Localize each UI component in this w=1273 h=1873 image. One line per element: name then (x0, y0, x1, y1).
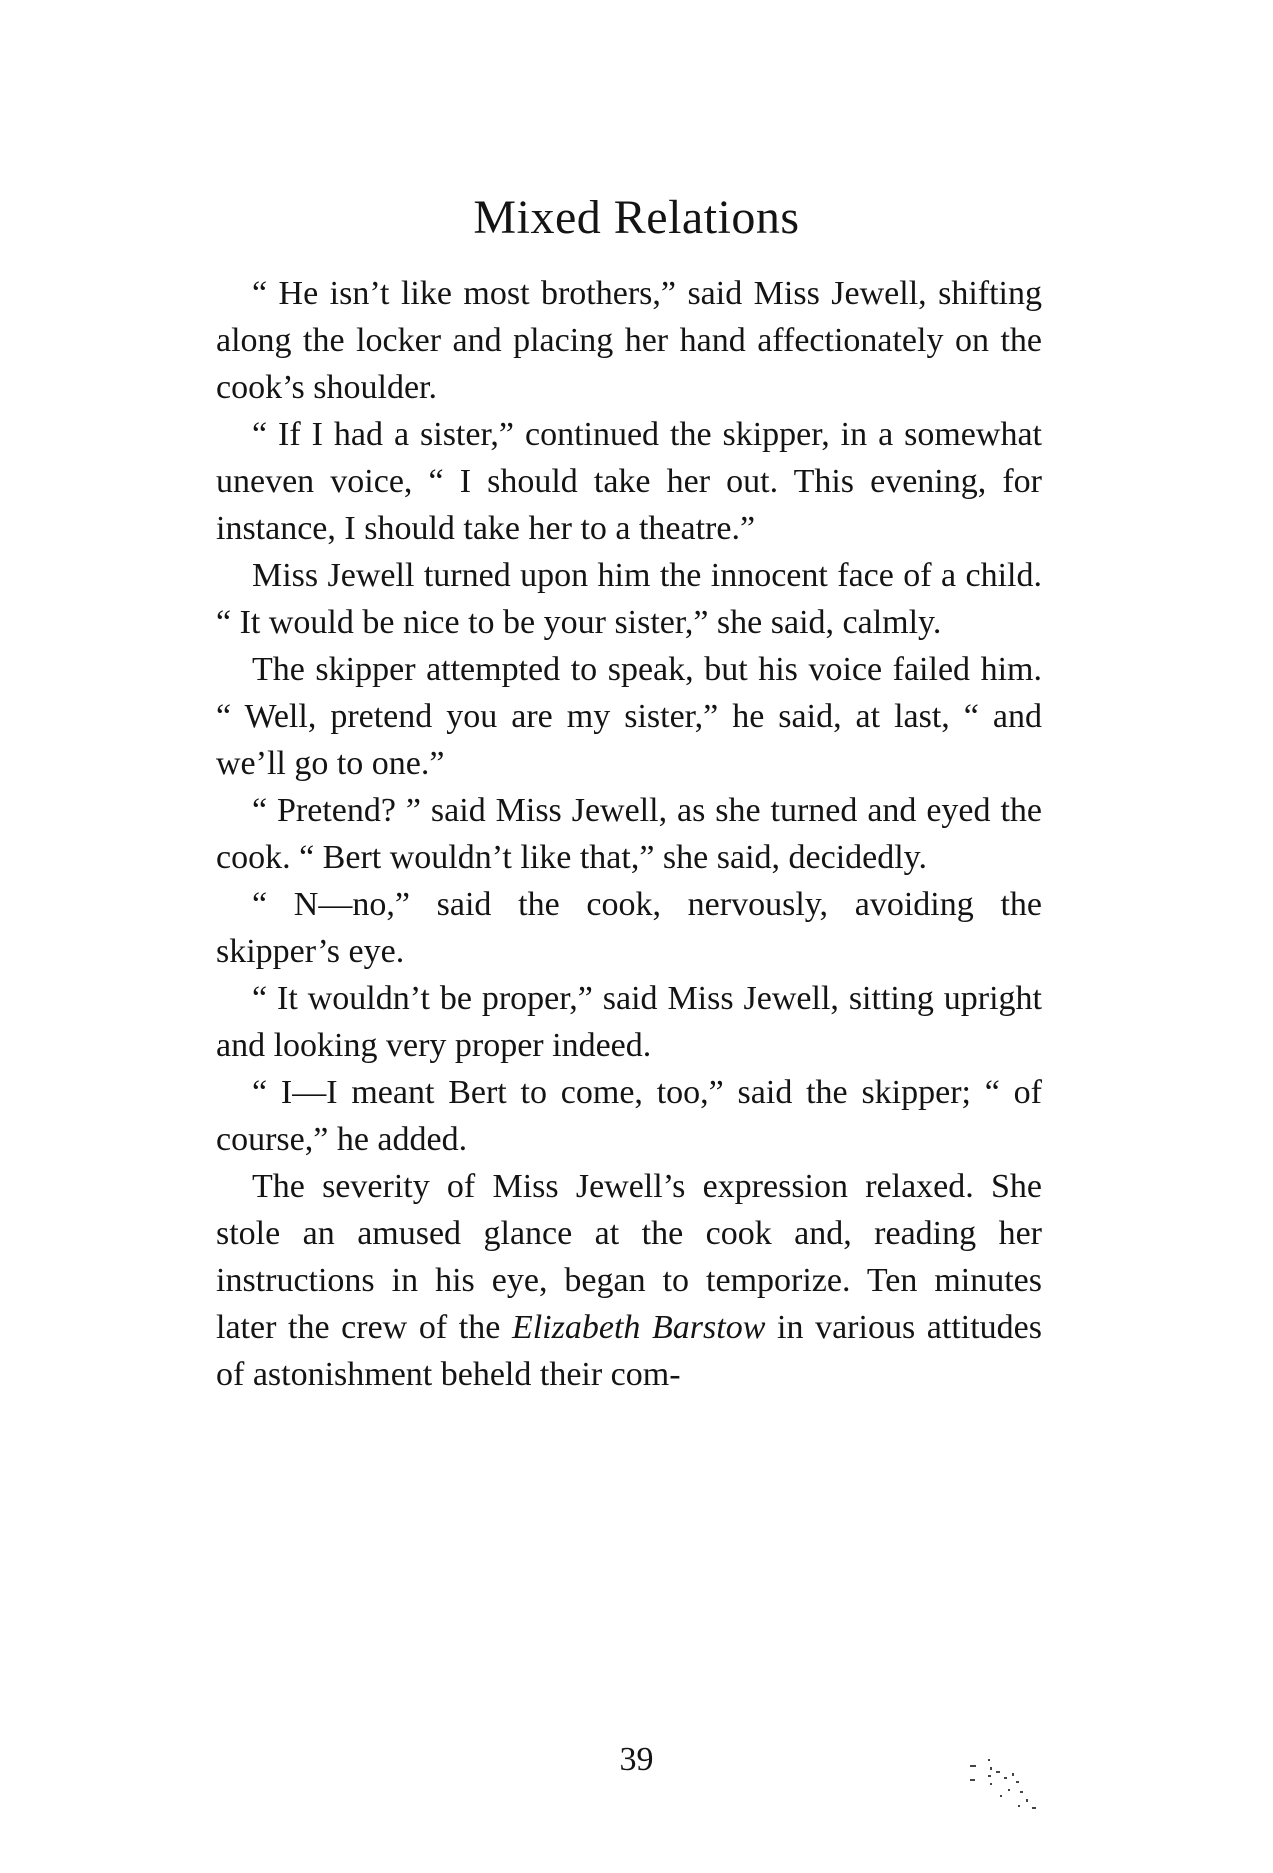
paragraph: “ If I had a sister,” continued the skipper, in a somewhat uneven voice, “ I should take her out. This evening, for instance, I should take her to a theatre.” (216, 416, 1042, 547)
paragraph: Miss Jewell turned upon him the innocent face of a child. “ It would be nice to be your sister,” she said, calmly. (216, 557, 1042, 641)
paragraph-text: The severity of Miss Jewell’s expression relaxed. She stole an amused glance at the cook and, reading her instructions in his eye, began to temporize. Ten minutes later the crew of the (216, 1168, 1042, 1346)
ship-name: Elizabeth Barstow (511, 1309, 766, 1346)
paragraph-text: in various attitudes of astonishment beheld their com- (216, 1309, 1042, 1393)
paragraph: “ It wouldn’t be proper,” said Miss Jewell, sitting upright and looking very proper indeed. (216, 980, 1042, 1064)
print-specks (960, 1755, 1090, 1835)
paragraph: “ I—I meant Bert to come, too,” said the skipper; “ of course,” he added. (216, 1074, 1042, 1158)
paragraph: “ N—no,” said the cook, nervously, avoiding the skipper’s eye. (216, 886, 1042, 970)
page-number: 39 (619, 1741, 654, 1778)
running-head: Mixed Relations (473, 191, 800, 244)
paragraph: “ He isn’t like most brothers,” said Miss Jewell, shifting along the locker and placing her hand affectionately on the cook’s shoulder. (216, 275, 1042, 406)
paragraph: The skipper attempted to speak, but his voice failed him. “ Well, pretend you are my sister,” he said, at last, “ and we’ll go to one.” (216, 651, 1042, 782)
body-text (216, 270, 1042, 1398)
paragraph: “ Pretend? ” said Miss Jewell, as she turned and eyed the cook. “ Bert wouldn’t like that,” she said, decidedly. (216, 792, 1042, 876)
paragraph (216, 1163, 1042, 1398)
